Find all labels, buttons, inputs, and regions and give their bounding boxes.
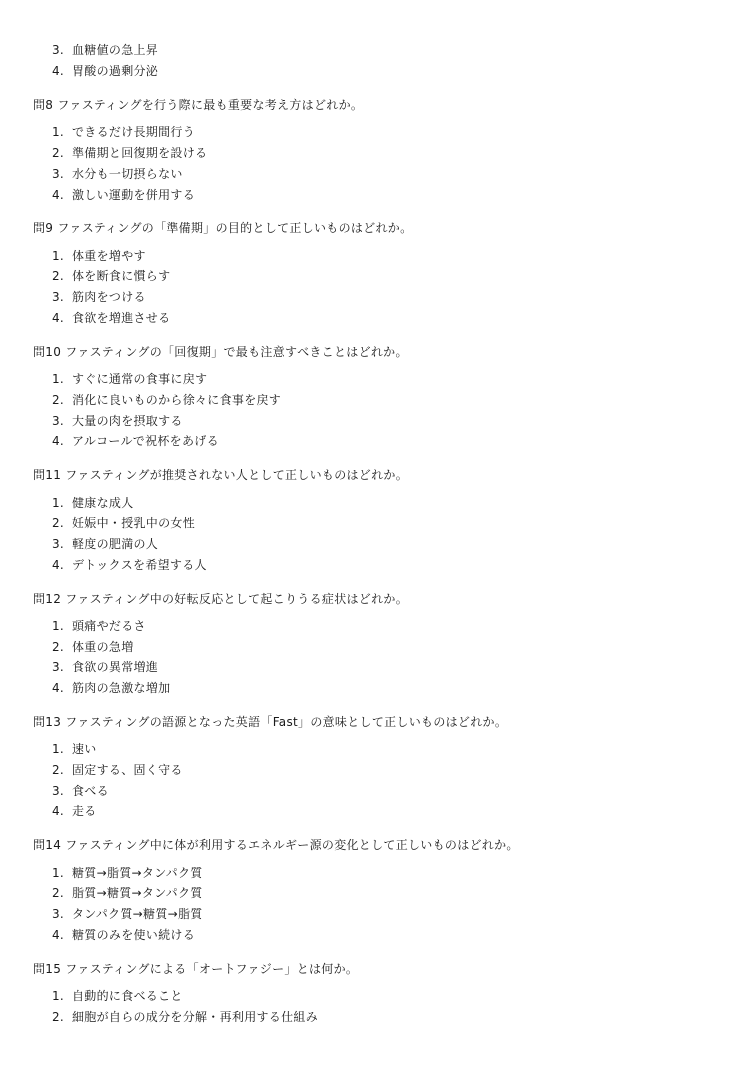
option-item [52, 145, 207, 161]
option-number: 1. [52, 989, 65, 1003]
option-item [52, 289, 146, 305]
option-number: 1. [52, 866, 65, 880]
option-number: 1. [52, 619, 65, 633]
option-number: 3. [52, 660, 65, 674]
option-item [52, 515, 195, 531]
question-title: 問9 ファスティングの「準備期」の目的として正しいものはどれか。 [33, 221, 413, 235]
option-number: 3. [52, 43, 65, 57]
question-title: 問12 ファスティング中の好転反応として起こりうる症状はどれか。 [33, 592, 409, 606]
option-text: 妊娠中・授乳中の女性 [72, 516, 196, 530]
option-item [52, 392, 281, 408]
option-text: 筋肉をつける [72, 290, 146, 304]
option-item [52, 63, 158, 79]
option-number: 2. [52, 886, 65, 900]
option-text: タンパク質→糖質→脂質 [72, 907, 203, 921]
option-item [52, 865, 203, 881]
option-text: 消化に良いものから徐々に食事を戻す [72, 393, 282, 407]
option-text: 自動的に食べること [72, 989, 183, 1003]
option-number: 4. [52, 64, 65, 78]
option-item [52, 371, 207, 387]
option-text: 食べる [72, 784, 109, 798]
option-number: 4. [52, 434, 65, 448]
option-item [52, 310, 170, 326]
option-text: 準備期と回復期を設ける [72, 146, 208, 160]
option-text: できるだけ長期間行う [72, 125, 196, 139]
option-number: 3. [52, 784, 65, 798]
option-number: 3. [52, 414, 65, 428]
option-number: 2. [52, 269, 65, 283]
option-item [52, 413, 183, 429]
option-text: デトックスを希望する人 [72, 558, 207, 572]
option-text: 糖質→脂質→タンパク質 [72, 866, 203, 880]
option-item [52, 762, 183, 778]
option-number: 4. [52, 311, 65, 325]
question-title: 問13 ファスティングの語源となった英語「Fast」の意味として正しいものはどれか。 [33, 715, 508, 729]
option-item [52, 1009, 318, 1025]
option-number: 4. [52, 928, 65, 942]
option-item [52, 803, 97, 819]
option-text: 頭痛やだるさ [72, 619, 146, 633]
question-title: 問11 ファスティングが推奨されない人として正しいものはどれか。 [33, 468, 409, 482]
option-item [52, 639, 134, 655]
option-item [52, 680, 170, 696]
option-number: 2. [52, 640, 65, 654]
option-number: 2. [52, 393, 65, 407]
option-item [52, 433, 219, 449]
option-number: 2. [52, 1010, 65, 1024]
option-number: 1. [52, 742, 65, 756]
question-title: 問14 ファスティング中に体が利用するエネルギー源の変化として正しいものはどれか。 [33, 838, 519, 852]
option-number: 2. [52, 763, 65, 777]
option-item [52, 187, 195, 203]
option-text: 水分も一切摂らない [72, 167, 183, 181]
option-number: 3. [52, 907, 65, 921]
option-item [52, 927, 195, 943]
option-text: 体重の急増 [72, 640, 134, 654]
option-item [52, 248, 146, 264]
option-item [52, 268, 170, 284]
option-item [52, 906, 203, 922]
option-number: 1. [52, 249, 65, 263]
option-number: 3. [52, 537, 65, 551]
option-item [52, 124, 195, 140]
option-text: 固定する、固く守る [72, 763, 183, 777]
option-text: すぐに通常の食事に戻す [72, 372, 208, 386]
option-item [52, 741, 97, 757]
option-text: 糖質のみを使い続ける [72, 928, 196, 942]
option-item [52, 166, 183, 182]
option-text: アルコールで祝杯をあげる [72, 434, 219, 448]
option-text: 激しい運動を併用する [72, 188, 196, 202]
option-number: 4. [52, 681, 65, 695]
option-text: 食欲の異常増進 [72, 660, 159, 674]
option-number: 1. [52, 496, 65, 510]
option-number: 4. [52, 558, 65, 572]
option-text: 脂質→糖質→タンパク質 [72, 886, 203, 900]
option-number: 4. [52, 188, 65, 202]
option-text: 軽度の肥満の人 [72, 537, 159, 551]
option-item [52, 495, 134, 511]
option-item [52, 783, 109, 799]
option-text: 体を断食に慣らす [72, 269, 171, 283]
option-text: 速い [72, 742, 97, 756]
option-number: 2. [52, 516, 65, 530]
option-number: 1. [52, 372, 65, 386]
question-title: 問10 ファスティングの「回復期」で最も注意すべきことはどれか。 [33, 345, 408, 359]
option-text: 大量の肉を摂取する [72, 414, 183, 428]
option-item [52, 988, 183, 1004]
option-item [52, 659, 158, 675]
option-item [52, 557, 207, 573]
option-item [52, 42, 158, 58]
option-item [52, 536, 158, 552]
question-title: 問15 ファスティングによる「オートファジー」とは何か。 [33, 962, 359, 976]
option-text: 血糖値の急上昇 [72, 43, 159, 57]
option-number: 3. [52, 167, 65, 181]
option-number: 2. [52, 146, 65, 160]
option-text: 胃酸の過剰分泌 [72, 64, 159, 78]
option-number: 4. [52, 804, 65, 818]
question-title: 問8 ファスティングを行う際に最も重要な考え方はどれか。 [33, 98, 364, 112]
option-item [52, 885, 203, 901]
option-text: 健康な成人 [72, 496, 134, 510]
option-text: 走る [72, 804, 97, 818]
option-item [52, 618, 146, 634]
option-text: 食欲を増進させる [72, 311, 171, 325]
option-number: 3. [52, 290, 65, 304]
option-text: 筋肉の急激な増加 [72, 681, 171, 695]
option-text: 細胞が自らの成分を分解・再利用する仕組み [72, 1010, 319, 1024]
option-number: 1. [52, 125, 65, 139]
option-text: 体重を増やす [72, 249, 146, 263]
